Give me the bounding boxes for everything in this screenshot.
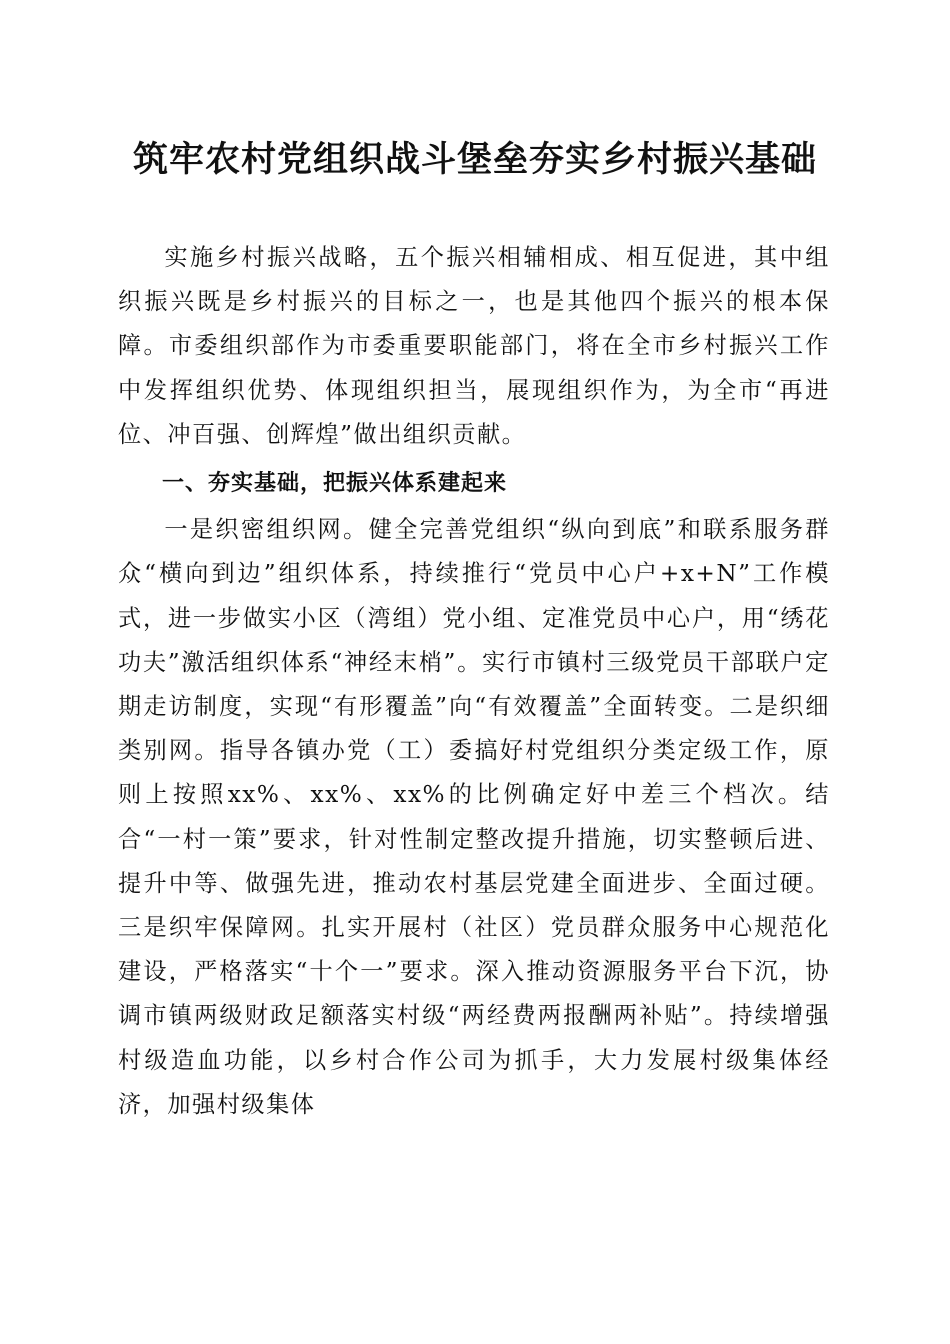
section-paragraph: 一是织密组织网。健全完善党组织“纵向到底”和联系服务群众“横向到边”组织体系，持续推行“党员中心户+x+N”工作模式，进一步做实小区（湾组）党小组、定准党员中心户，用“绣花功夫”激活组织体系“神经末梢”。实行市镇村三级党员干部联户定期走访制度，实现“有形覆盖”向“有效覆盖”全面转变。二是织细类别网。指导各镇办党（工）委搞好村党组织分类定级工作，原则上按照xx%、xx%、xx%的比例确定好中差三个档次。结合“一村一策”要求，针对性制定整改提升措施，切实整顿后进、提升中等、做强先进，推动农村基层党建全面进步、全面过硬。三是织牢保障网。扎实开展村（社区）党员群众服务中心规范化建设，严格落实“十个一”要求。深入推动资源服务平台下沉，协调市镇两级财政足额落实村级“两经费两报酬两补贴”。持续增强村级造血功能，以乡村合作公司为抓手，大力发展村级集体经济，加强村级集体 [118,516,830,1118]
intro-paragraph: 实施乡村振兴战略，五个振兴相辅相成、相互促进，其中组织振兴既是乡村振兴的目标之一，也是其他四个振兴的根本保障。市委组织部作为市委重要职能部门，将在全市乡村振兴工作中发挥组织优势、体现组织担当，展现组织作为，为全市“再进位、冲百强、创辉煌”做出组织贡献。 [118,244,830,448]
document-title: 筑牢农村党组织战斗堡垒夯实乡村振兴基础 [132,139,817,180]
section-heading: 一、夯实基础，把振兴体系建起来 [162,471,508,497]
document-body [118,236,830,1133]
